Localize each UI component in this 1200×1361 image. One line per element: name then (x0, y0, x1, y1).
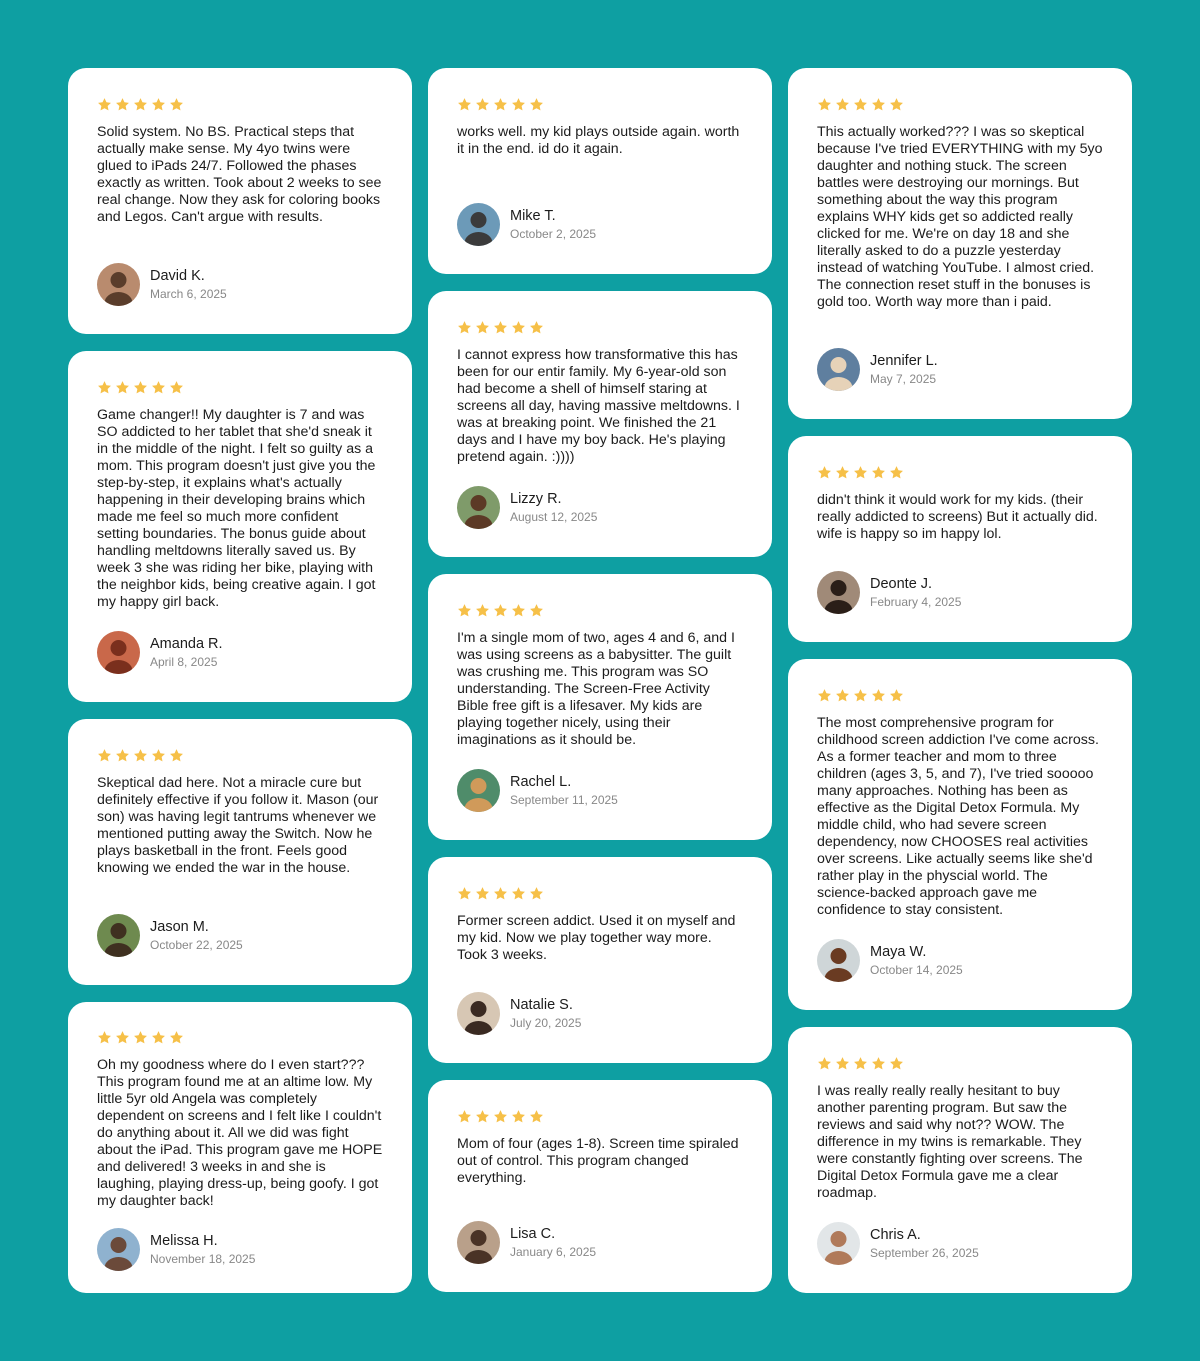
star-icon (817, 97, 832, 112)
star-icon (169, 748, 184, 763)
review-date: October 14, 2025 (870, 962, 963, 977)
review-author (97, 631, 384, 674)
avatar (457, 992, 500, 1035)
review-text: Former screen addict. Used it on myself and my kid. Now we play together way more. Took 3 weeks. (457, 913, 736, 963)
avatar (457, 486, 500, 529)
avatar (817, 939, 860, 982)
review-card (788, 1027, 1132, 1293)
star-icon (475, 320, 490, 335)
star-rating (817, 464, 1104, 480)
star-icon (511, 320, 526, 335)
review-text: Skeptical dad here. Not a miracle cure but definitely effective if you follow it. Mason (our son) was having legit tantrums whenever we mentioned putting away the Switch. Now he plays basketball in the front. Feels good knowing we ended the war in the house. (97, 775, 379, 876)
star-rating (97, 379, 384, 395)
review-author (457, 486, 744, 529)
review-author (817, 1222, 1104, 1265)
reviewer-name: Deonte J. (870, 575, 933, 592)
star-icon (871, 97, 886, 112)
star-icon (133, 1030, 148, 1045)
reviewer-name: David K. (150, 267, 205, 284)
star-icon (889, 688, 904, 703)
star-icon (151, 1030, 166, 1045)
review-card (68, 68, 412, 334)
star-icon (835, 97, 850, 112)
review-date: April 8, 2025 (150, 654, 218, 669)
review-author (817, 571, 1104, 614)
review-text: I'm a single mom of two, ages 4 and 6, and I was using screens as a babysitter. The guilt was crushing me. This program was SO understanding. The Screen-Free Activity Bible free gift is a lifesaver. My kids are playing together nicely, using their imaginations as it should be. (457, 630, 735, 748)
reviewer-name: Jennifer L. (870, 352, 938, 369)
review-card (788, 659, 1132, 1010)
review-date: March 6, 2025 (150, 286, 227, 301)
star-icon (817, 688, 832, 703)
star-icon (475, 886, 490, 901)
review-date: August 12, 2025 (510, 509, 598, 524)
star-icon (529, 320, 544, 335)
star-icon (871, 465, 886, 480)
avatar (97, 914, 140, 957)
review-text: I was really really really hesitant to buy another parenting program. But saw the reviews and said why not?? WOW. The difference in my twins is remarkable. They were constantly fighting over screens. The Digital Detox Formula gave me a clear roadmap. (817, 1083, 1083, 1201)
reviewer-name: Lizzy R. (510, 490, 562, 507)
review-author (817, 939, 1104, 982)
star-icon (151, 380, 166, 395)
review-date: January 6, 2025 (510, 1244, 597, 1259)
review-text: Solid system. No BS. Practical steps that actually make sense. My 4yo twins were glued to iPads 24/7. Followed the phases exactly as written. Took about 2 weeks to see real change. Now they ask for coloring books and Legos. Can't argue with results. (97, 124, 382, 225)
review-card (428, 291, 772, 557)
star-rating (817, 96, 1104, 112)
star-icon (457, 320, 472, 335)
star-icon (493, 603, 508, 618)
star-icon (889, 97, 904, 112)
star-icon (133, 380, 148, 395)
star-icon (835, 1056, 850, 1071)
avatar (817, 1222, 860, 1265)
review-card (428, 68, 772, 274)
star-icon (853, 1056, 868, 1071)
star-icon (115, 380, 130, 395)
star-icon (475, 1109, 490, 1124)
review-author (817, 348, 1104, 391)
review-text: works well. my kid plays outside again. worth it in the end. id do it again. (457, 124, 740, 157)
review-column (68, 68, 412, 1293)
review-card (788, 68, 1132, 419)
review-author (457, 203, 744, 246)
star-rating (457, 602, 744, 618)
star-icon (133, 97, 148, 112)
review-column (428, 68, 772, 1292)
review-author (97, 1228, 384, 1271)
star-icon (529, 1109, 544, 1124)
star-icon (97, 748, 112, 763)
star-rating (457, 885, 744, 901)
review-date: September 11, 2025 (510, 792, 618, 807)
review-text: The most comprehensive program for childhood screen addiction I've come across. As a former teacher and mom to three children (ages 3, 5, and 7), I've tried sooooo many approaches. Nothing has been as effective as the Digital Detox Formula. My middle child, who had severe screen dependency, now CHOOSES real activities over screens. Like actually seems like she'd rather play in the physcial world. The science-backed approach gave me confidence to stay consistent. (817, 715, 1099, 918)
star-rating (457, 319, 744, 335)
star-icon (475, 603, 490, 618)
star-icon (853, 97, 868, 112)
review-text: Game changer!! My daughter is 7 and was SO addicted to her tablet that she'd sneak it in the middle of the night. I felt so guilty as a mom. This program doesn't just give you the step-by-step, it explains what's actually happening in their developing brains which made me feel so much more confident setting boundaries. The bonus guide about handling meltdowns literally saved us. By week 3 she was riding her bike, playing with the neighbor kids, being creative again. I got my happy girl back. (97, 407, 376, 610)
star-icon (169, 97, 184, 112)
star-icon (151, 97, 166, 112)
star-icon (511, 97, 526, 112)
review-author (457, 992, 744, 1035)
star-icon (169, 1030, 184, 1045)
star-icon (529, 97, 544, 112)
star-icon (493, 97, 508, 112)
star-icon (889, 465, 904, 480)
review-text: This actually worked??? I was so skeptical because I've tried EVERYTHING with my 5yo daughter and nothing stuck. The screen battles were destroying our mornings. But something about the way this program explains WHY kids get so addicted really clicked for me. We're on day 18 and she literally asked to do a puzzle yesterday instead of watching YouTube. I almost cried. The connection reset stuff in the bonuses is gold too. Worth way more than i paid. (817, 124, 1103, 310)
review-text: I cannot express how transformative this has been for our entir family. My 6-year-old son had become a shell of himself staring at screens all day, having massive meltdowns. I was at breaking point. We finished the 21 days and I have my boy back. He's playing pretend again. :)))) (457, 347, 740, 465)
star-icon (457, 1109, 472, 1124)
star-icon (97, 97, 112, 112)
star-rating (97, 96, 384, 112)
star-icon (889, 1056, 904, 1071)
reviewer-name: Jason M. (150, 918, 209, 935)
star-icon (511, 886, 526, 901)
avatar (97, 631, 140, 674)
avatar (817, 348, 860, 391)
star-icon (493, 886, 508, 901)
star-icon (97, 380, 112, 395)
review-author (457, 1221, 744, 1264)
star-icon (457, 603, 472, 618)
avatar (457, 1221, 500, 1264)
review-card (788, 436, 1132, 642)
star-icon (871, 1056, 886, 1071)
star-rating (457, 1108, 744, 1124)
review-date: October 22, 2025 (150, 937, 243, 952)
review-date: October 2, 2025 (510, 226, 597, 241)
star-icon (871, 688, 886, 703)
avatar (97, 1228, 140, 1271)
star-icon (115, 97, 130, 112)
star-icon (475, 97, 490, 112)
star-rating (97, 747, 384, 763)
review-card (68, 351, 412, 702)
star-icon (151, 748, 166, 763)
review-column (788, 68, 1132, 1293)
review-date: November 18, 2025 (150, 1251, 256, 1266)
star-icon (457, 97, 472, 112)
reviewer-name: Chris A. (870, 1226, 921, 1243)
avatar (97, 263, 140, 306)
review-author (457, 769, 744, 812)
avatar (457, 203, 500, 246)
star-rating (457, 96, 744, 112)
review-card (68, 719, 412, 985)
star-icon (835, 688, 850, 703)
review-card (428, 1080, 772, 1292)
review-card (428, 574, 772, 840)
star-icon (853, 688, 868, 703)
star-icon (97, 1030, 112, 1045)
reviewer-name: Melissa H. (150, 1232, 218, 1249)
reviews-grid (68, 68, 1132, 1293)
reviewer-name: Natalie S. (510, 996, 573, 1013)
star-icon (457, 886, 472, 901)
review-author (97, 914, 384, 957)
star-rating (97, 1030, 384, 1045)
star-icon (115, 1030, 130, 1045)
star-icon (835, 465, 850, 480)
star-icon (511, 603, 526, 618)
star-rating (817, 1055, 1104, 1071)
review-date: September 26, 2025 (870, 1245, 979, 1260)
avatar (817, 571, 860, 614)
review-card (68, 1002, 412, 1293)
review-date: July 20, 2025 (510, 1015, 582, 1030)
star-icon (133, 748, 148, 763)
reviewer-name: Rachel L. (510, 773, 572, 790)
review-date: February 4, 2025 (870, 594, 962, 609)
star-icon (853, 465, 868, 480)
review-date: May 7, 2025 (870, 371, 937, 386)
star-rating (817, 687, 1104, 703)
star-icon (115, 748, 130, 763)
review-text: didn't think it would work for my kids. (their really addicted to screens) But it actually did. wife is happy so im happy lol. (817, 492, 1098, 542)
review-card (428, 857, 772, 1063)
star-icon (817, 1056, 832, 1071)
reviewer-name: Lisa C. (510, 1225, 556, 1242)
star-icon (511, 1109, 526, 1124)
review-text: Mom of four (ages 1-8). Screen time spiraled out of control. This program changed everything. (457, 1136, 739, 1186)
review-text: Oh my goodness where do I even start??? This program found me at an altime low. My little 5yr old Angela was completely dependent on screens and I felt like I couldn't do anything about it. All we did was fight about the iPad. This program gave me HOPE and delivered! 3 weeks in and she is laughing, playing dress-up, being goofy. I got my daughter back! (97, 1057, 383, 1209)
star-icon (169, 380, 184, 395)
star-icon (493, 1109, 508, 1124)
star-icon (817, 465, 832, 480)
star-icon (529, 603, 544, 618)
reviewer-name: Mike T. (510, 207, 556, 224)
star-icon (529, 886, 544, 901)
avatar (457, 769, 500, 812)
reviewer-name: Amanda R. (150, 635, 223, 652)
review-author (97, 263, 384, 306)
reviewer-name: Maya W. (870, 943, 927, 960)
star-icon (493, 320, 508, 335)
